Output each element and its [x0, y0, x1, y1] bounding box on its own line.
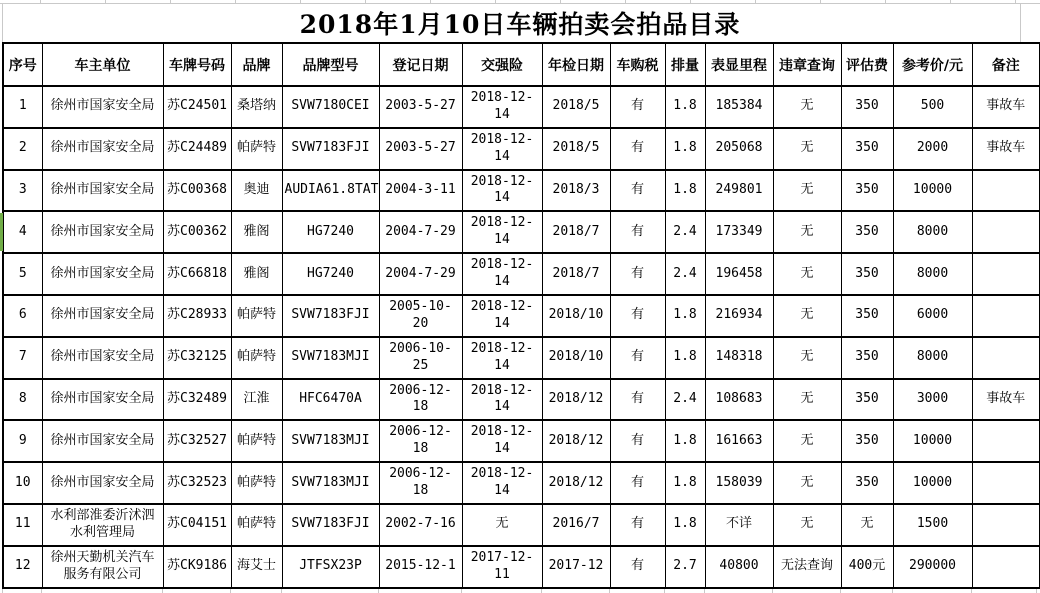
- table-cell[interactable]: 无: [773, 128, 841, 170]
- table-cell[interactable]: 有: [610, 379, 665, 421]
- table-cell[interactable]: 2003-5-27: [379, 128, 462, 170]
- table-cell[interactable]: 奥迪: [231, 170, 282, 212]
- table-cell[interactable]: 2018-12-14: [462, 337, 542, 379]
- col-header-model[interactable]: 品牌型号: [282, 43, 379, 86]
- table-cell[interactable]: HFC6470A: [282, 379, 379, 421]
- table-cell[interactable]: HG7240: [282, 211, 379, 253]
- table-row: [3, 504, 1040, 546]
- page-title[interactable]: 2018年1月10日车辆拍卖会拍品目录: [0, 4, 1040, 42]
- table-cell[interactable]: [972, 337, 1040, 379]
- auction-table: [2, 42, 1040, 589]
- table-cell[interactable]: 2.4: [665, 211, 705, 253]
- table-cell[interactable]: 苏C24501: [163, 86, 231, 128]
- table-cell[interactable]: [972, 295, 1040, 337]
- table-cell[interactable]: [972, 546, 1040, 588]
- table-cell[interactable]: 雅阁: [231, 211, 282, 253]
- table-cell[interactable]: [972, 420, 1040, 462]
- table-cell[interactable]: HG7240: [282, 253, 379, 295]
- table-cell[interactable]: SVW7183MJI: [282, 420, 379, 462]
- table-cell[interactable]: 无: [773, 420, 841, 462]
- table-cell[interactable]: 苏CK9186: [163, 546, 231, 588]
- col-header-purchase-tax[interactable]: 车购税: [610, 43, 665, 86]
- table-row: [3, 420, 1040, 462]
- col-header-brand[interactable]: 品牌: [231, 43, 282, 86]
- table-cell[interactable]: 有: [610, 211, 665, 253]
- table-cell[interactable]: 2016/7: [542, 504, 610, 546]
- table-cell[interactable]: 500: [893, 86, 972, 128]
- table-cell[interactable]: 无: [773, 170, 841, 212]
- table-cell[interactable]: 2018-12-14: [462, 253, 542, 295]
- table-cell[interactable]: 350: [841, 170, 893, 212]
- table-cell[interactable]: 2: [3, 128, 42, 170]
- table-cell[interactable]: [972, 211, 1040, 253]
- table-cell[interactable]: 苏C04151: [163, 504, 231, 546]
- table-cell[interactable]: 有: [610, 295, 665, 337]
- table-cell[interactable]: 2004-7-29: [379, 211, 462, 253]
- table-cell[interactable]: 2018/10: [542, 337, 610, 379]
- table-cell[interactable]: 2018/10: [542, 295, 610, 337]
- table-cell[interactable]: [972, 504, 1040, 546]
- table-cell[interactable]: 6000: [893, 295, 972, 337]
- table-cell[interactable]: 350: [841, 379, 893, 421]
- table-cell[interactable]: 2.4: [665, 253, 705, 295]
- table-cell[interactable]: 苏C00362: [163, 211, 231, 253]
- table-cell[interactable]: 无: [773, 211, 841, 253]
- table-cell[interactable]: 400元: [841, 546, 893, 588]
- table-cell[interactable]: 有: [610, 504, 665, 546]
- table-cell[interactable]: 事故车: [972, 86, 1040, 128]
- table-cell[interactable]: 2005-10-20: [379, 295, 462, 337]
- table-cell[interactable]: 2003-5-27: [379, 86, 462, 128]
- table-cell[interactable]: 2018-12-14: [462, 420, 542, 462]
- table-cell[interactable]: 350: [841, 337, 893, 379]
- table-cell[interactable]: 无: [773, 86, 841, 128]
- table-row: [3, 128, 1040, 170]
- col-header-plate[interactable]: 车牌号码: [163, 43, 231, 86]
- table-cell[interactable]: 10000: [893, 170, 972, 212]
- table-cell[interactable]: 2017-12-11: [462, 546, 542, 588]
- table-cell[interactable]: 350: [841, 420, 893, 462]
- table-cell[interactable]: 雅阁: [231, 253, 282, 295]
- table-cell[interactable]: 350: [841, 86, 893, 128]
- table-cell[interactable]: 无: [773, 253, 841, 295]
- table-cell[interactable]: 2006-12-18: [379, 420, 462, 462]
- table-cell[interactable]: 2006-10-25: [379, 337, 462, 379]
- table-cell[interactable]: 苏C32523: [163, 462, 231, 504]
- table-cell[interactable]: 无: [773, 462, 841, 504]
- gridline-strip-bottom: [0, 589, 1040, 593]
- table-cell[interactable]: 2017-12: [542, 546, 610, 588]
- table-cell[interactable]: SVW7183MJI: [282, 337, 379, 379]
- table-cell[interactable]: 徐州市国家安全局: [42, 253, 163, 295]
- table-cell[interactable]: 108683: [705, 379, 773, 421]
- table-cell[interactable]: 徐州市国家安全局: [42, 128, 163, 170]
- table-cell[interactable]: AUDIA61.8TAT: [282, 170, 379, 212]
- table-cell[interactable]: 苏C28933: [163, 295, 231, 337]
- table-cell[interactable]: 2018/12: [542, 462, 610, 504]
- table-cell[interactable]: 8000: [893, 211, 972, 253]
- table-cell[interactable]: 10000: [893, 462, 972, 504]
- table-cell[interactable]: 徐州市国家安全局: [42, 295, 163, 337]
- table-cell[interactable]: 无: [773, 504, 841, 546]
- table-cell[interactable]: 徐州市国家安全局: [42, 379, 163, 421]
- table-cell[interactable]: 2018/3: [542, 170, 610, 212]
- table-cell[interactable]: 江淮: [231, 379, 282, 421]
- table-cell[interactable]: SVW7183FJI: [282, 128, 379, 170]
- table-cell[interactable]: 2018/7: [542, 253, 610, 295]
- table-cell[interactable]: 2004-3-11: [379, 170, 462, 212]
- table-cell[interactable]: 苏C00368: [163, 170, 231, 212]
- table-cell[interactable]: 2006-12-18: [379, 379, 462, 421]
- table-cell[interactable]: 10000: [893, 420, 972, 462]
- table-cell[interactable]: 帕萨特: [231, 295, 282, 337]
- table-cell[interactable]: 帕萨特: [231, 128, 282, 170]
- table-row: [3, 86, 1040, 128]
- col-header-remark[interactable]: 备注: [972, 43, 1040, 86]
- table-cell[interactable]: 158039: [705, 462, 773, 504]
- table-cell[interactable]: 徐州市国家安全局: [42, 462, 163, 504]
- table-cell[interactable]: 徐州市国家安全局: [42, 211, 163, 253]
- table-cell[interactable]: 1.8: [665, 170, 705, 212]
- table-cell[interactable]: 7: [3, 337, 42, 379]
- col-header-ref-price[interactable]: 参考价/元: [893, 43, 972, 86]
- table-cell[interactable]: 事故车: [972, 379, 1040, 421]
- table-cell[interactable]: 10: [3, 462, 42, 504]
- table-cell[interactable]: 8: [3, 379, 42, 421]
- table-cell[interactable]: 无: [773, 295, 841, 337]
- table-cell[interactable]: 不详: [705, 504, 773, 546]
- table-cell[interactable]: 苏C66818: [163, 253, 231, 295]
- table-cell[interactable]: 有: [610, 253, 665, 295]
- table-cell[interactable]: 有: [610, 128, 665, 170]
- col-header-violation[interactable]: 违章查询: [773, 43, 841, 86]
- table-cell[interactable]: 3000: [893, 379, 972, 421]
- table-cell[interactable]: 1.8: [665, 86, 705, 128]
- table-cell[interactable]: 有: [610, 462, 665, 504]
- table-cell[interactable]: 无: [841, 504, 893, 546]
- table-cell[interactable]: 徐州市国家安全局: [42, 86, 163, 128]
- table-cell[interactable]: 40800: [705, 546, 773, 588]
- table-cell[interactable]: 徐州市国家安全局: [42, 170, 163, 212]
- table-cell[interactable]: 205068: [705, 128, 773, 170]
- table-cell[interactable]: 徐州市国家安全局: [42, 420, 163, 462]
- table-cell[interactable]: 1500: [893, 504, 972, 546]
- table-row: [3, 253, 1040, 295]
- table-cell[interactable]: 帕萨特: [231, 420, 282, 462]
- table-cell[interactable]: 350: [841, 128, 893, 170]
- table-cell[interactable]: JTFSX23P: [282, 546, 379, 588]
- table-cell[interactable]: 2.4: [665, 379, 705, 421]
- table-row: [3, 379, 1040, 421]
- table-cell[interactable]: 2018/12: [542, 420, 610, 462]
- table-cell[interactable]: 无: [773, 337, 841, 379]
- col-header-index[interactable]: 序号: [3, 43, 42, 86]
- table-cell[interactable]: 9: [3, 420, 42, 462]
- table-cell[interactable]: 有: [610, 170, 665, 212]
- table-cell[interactable]: 290000: [893, 546, 972, 588]
- table-cell[interactable]: 2002-7-16: [379, 504, 462, 546]
- table-cell[interactable]: 1: [3, 86, 42, 128]
- col-header-appraisal-fee[interactable]: 评估费: [841, 43, 893, 86]
- table-cell[interactable]: 196458: [705, 253, 773, 295]
- table-cell[interactable]: SVW7183MJI: [282, 462, 379, 504]
- table-cell[interactable]: 5: [3, 253, 42, 295]
- table-cell[interactable]: 1.8: [665, 420, 705, 462]
- table-cell[interactable]: 4: [3, 211, 42, 253]
- table-cell[interactable]: 2006-12-18: [379, 462, 462, 504]
- table-cell[interactable]: 2018/12: [542, 379, 610, 421]
- table-cell[interactable]: 3: [3, 170, 42, 212]
- table-body: [3, 86, 1040, 588]
- table-cell[interactable]: 有: [610, 337, 665, 379]
- table-cell[interactable]: 2018-12-14: [462, 379, 542, 421]
- table-cell[interactable]: SVW7183FJI: [282, 504, 379, 546]
- table-cell[interactable]: 1.8: [665, 337, 705, 379]
- table-cell[interactable]: 苏C32489: [163, 379, 231, 421]
- table-cell[interactable]: 249801: [705, 170, 773, 212]
- table-cell[interactable]: 2018-12-14: [462, 128, 542, 170]
- table-cell[interactable]: 148318: [705, 337, 773, 379]
- table-cell[interactable]: 水利部淮委沂沭泗水利管理局: [42, 504, 163, 546]
- table-cell[interactable]: 有: [610, 86, 665, 128]
- table-cell[interactable]: 2018-12-14: [462, 170, 542, 212]
- table-cell[interactable]: 帕萨特: [231, 462, 282, 504]
- table-cell[interactable]: 苏C32527: [163, 420, 231, 462]
- table-cell[interactable]: 苏C32125: [163, 337, 231, 379]
- table-cell[interactable]: 2.7: [665, 546, 705, 588]
- table-row: [3, 337, 1040, 379]
- row-marker: [0, 213, 3, 251]
- table-cell[interactable]: 2018/7: [542, 211, 610, 253]
- table-cell[interactable]: SVW7183FJI: [282, 295, 379, 337]
- table-row: [3, 211, 1040, 253]
- table-cell[interactable]: 2018/5: [542, 128, 610, 170]
- table-cell[interactable]: 海艾士: [231, 546, 282, 588]
- table-cell[interactable]: 事故车: [972, 128, 1040, 170]
- table-cell[interactable]: 350: [841, 295, 893, 337]
- table-cell[interactable]: 185384: [705, 86, 773, 128]
- table-cell[interactable]: 1.8: [665, 504, 705, 546]
- table-cell[interactable]: 216934: [705, 295, 773, 337]
- table-cell[interactable]: 12: [3, 546, 42, 588]
- table-cell[interactable]: 8000: [893, 337, 972, 379]
- table-cell[interactable]: SVW7180CEI: [282, 86, 379, 128]
- table-cell[interactable]: 无: [773, 379, 841, 421]
- col-header-owner[interactable]: 车主单位: [42, 43, 163, 86]
- table-cell[interactable]: 8000: [893, 253, 972, 295]
- col-header-displacement[interactable]: 排量: [665, 43, 705, 86]
- table-cell[interactable]: 2018-12-14: [462, 462, 542, 504]
- table-cell[interactable]: 无法查询: [773, 546, 841, 588]
- table-cell[interactable]: 350: [841, 253, 893, 295]
- table-cell[interactable]: 2015-12-1: [379, 546, 462, 588]
- table-cell[interactable]: 徐州天勤机关汽车服务有限公司: [42, 546, 163, 588]
- table-cell[interactable]: [972, 462, 1040, 504]
- table-cell[interactable]: 苏C24489: [163, 128, 231, 170]
- table-cell[interactable]: 有: [610, 546, 665, 588]
- table-cell[interactable]: 徐州市国家安全局: [42, 337, 163, 379]
- table-row: [3, 546, 1040, 588]
- table-cell[interactable]: 1.8: [665, 462, 705, 504]
- table-row: [3, 295, 1040, 337]
- table-cell[interactable]: 2004-7-29: [379, 253, 462, 295]
- table-cell[interactable]: 2018-12-14: [462, 86, 542, 128]
- table-cell[interactable]: 161663: [705, 420, 773, 462]
- table-row: [3, 170, 1040, 212]
- table-cell[interactable]: [972, 170, 1040, 212]
- table-cell[interactable]: 6: [3, 295, 42, 337]
- table-cell[interactable]: 350: [841, 211, 893, 253]
- table-cell[interactable]: 350: [841, 462, 893, 504]
- table-cell[interactable]: 173349: [705, 211, 773, 253]
- table-cell[interactable]: 1.8: [665, 295, 705, 337]
- table-cell[interactable]: 有: [610, 420, 665, 462]
- table-cell[interactable]: 桑塔纳: [231, 86, 282, 128]
- table-cell[interactable]: 2000: [893, 128, 972, 170]
- table-row: [3, 462, 1040, 504]
- table-cell[interactable]: 2018-12-14: [462, 211, 542, 253]
- table-cell[interactable]: 11: [3, 504, 42, 546]
- table-cell[interactable]: 帕萨特: [231, 337, 282, 379]
- col-header-reg-date[interactable]: 登记日期: [379, 43, 462, 86]
- col-header-insurance[interactable]: 交强险: [462, 43, 542, 86]
- table-cell[interactable]: 帕萨特: [231, 504, 282, 546]
- table-cell[interactable]: 2018/5: [542, 86, 610, 128]
- table-cell[interactable]: 1.8: [665, 128, 705, 170]
- header-row: [3, 43, 1040, 86]
- col-header-inspection[interactable]: 年检日期: [542, 43, 610, 86]
- table-cell[interactable]: 无: [462, 504, 542, 546]
- table-cell[interactable]: 2018-12-14: [462, 295, 542, 337]
- table-cell[interactable]: [972, 253, 1040, 295]
- col-header-mileage[interactable]: 表显里程: [705, 43, 773, 86]
